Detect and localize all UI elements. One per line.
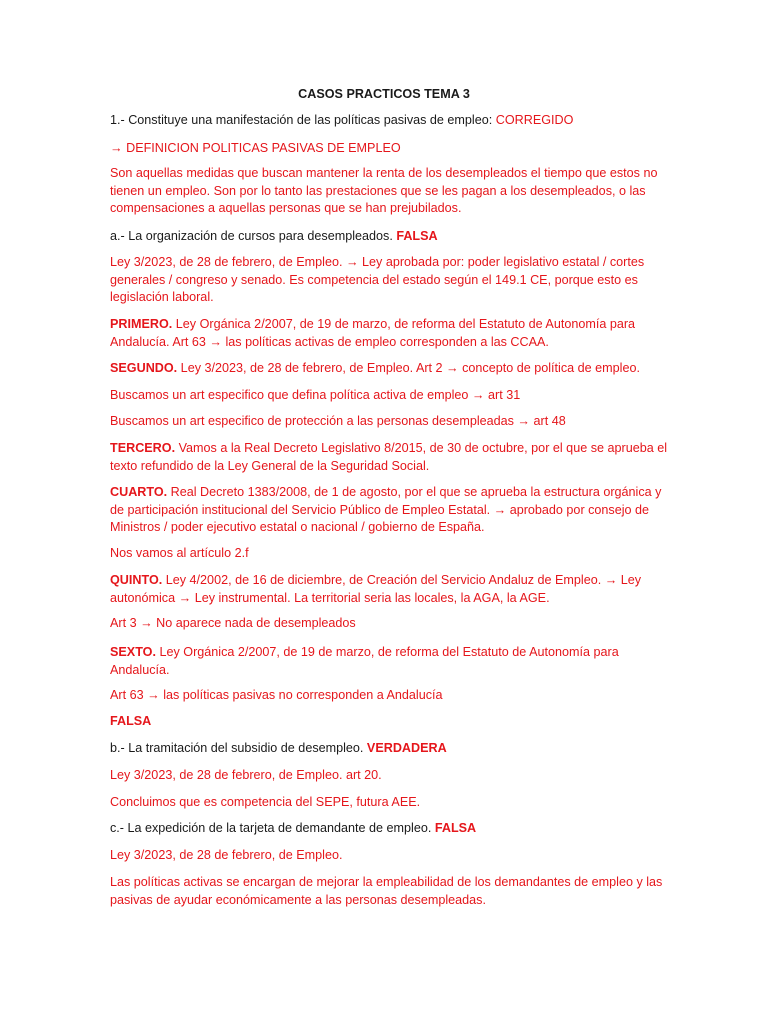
question-1	[110, 112, 670, 130]
primero-text: Ley Orgánica 2/2007, de 19 de marzo, de reforma del Estatuto de Autonomía para Andalucía. Art 63 → las políticas activas de empleo corresponden a las CCAA.	[110, 317, 636, 349]
option-a-result: FALSA	[110, 714, 152, 728]
quinto-text: Ley 4/2002, de 16 de diciembre, de Creación del Servicio Andaluz de Empleo. → Ley autonómica → Ley instrumental. La territorial seria las locales, la AGA, la AGE.	[110, 573, 642, 605]
art-63-note: Art 63 → las políticas pasivas no corresponden a Andalucía	[110, 688, 443, 702]
definition-heading: → DEFINICION POLITICAS PASIVAS DE EMPLEO	[110, 141, 401, 155]
option-b-text: b.- La tramitación del subsidio de desempleo.	[110, 741, 367, 755]
option-b-conclusion: Concluimos que es competencia del SEPE, futura AEE.	[110, 795, 421, 809]
option-a	[110, 228, 670, 246]
tercero-text: Vamos a la Real Decreto Legislativo 8/2015, de 30 de octubre, por el que se aprueba el texto refundido de la Ley General de la Seguridad Social.	[110, 441, 668, 473]
option-b-tag: VERDADERA	[366, 741, 447, 755]
page-title: CASOS PRACTICOS TEMA 3	[298, 87, 470, 101]
tercero-label: TERCERO.	[110, 441, 176, 455]
cuarto-text: Real Decreto 1383/2008, de 1 de agosto, por el que se aprueba la estructura orgánica y de participación institucional del Servicio Público de Empleo Estatal. → aprobado por consejo de Ministros / poder ejecutivo estatal o nacional / gobierno de España.	[110, 485, 662, 535]
cuarto-paragraph	[110, 484, 670, 537]
question-1-tag: CORREGIDO	[495, 113, 574, 127]
sexto-label: SEXTO.	[110, 645, 156, 659]
search-article-active: Buscamos un art especifico que defina política activa de empleo → art 31	[110, 388, 521, 402]
option-b	[110, 740, 670, 758]
segundo-label: SEGUNDO.	[110, 361, 178, 375]
option-c	[110, 820, 670, 838]
sexto-paragraph	[110, 644, 670, 679]
option-c-law: Ley 3/2023, de 28 de febrero, de Empleo.	[110, 848, 343, 862]
search-article-protection: Buscamos un art especifico de protección a las personas desempleadas → art 48	[110, 414, 566, 428]
option-a-tag: FALSA	[396, 229, 438, 243]
segundo-text: Ley 3/2023, de 28 de febrero, de Empleo. Art 2 → concepto de política de empleo.	[177, 361, 640, 375]
question-1-text: 1.- Constituye una manifestación de las políticas pasivas de empleo:	[110, 113, 496, 127]
option-a-text: a.- La organización de cursos para desempleados.	[110, 229, 397, 243]
sexto-text: Ley Orgánica 2/2007, de 19 de marzo, de reforma del Estatuto de Autonomía para Andalucía.	[110, 645, 619, 677]
primero-paragraph	[110, 316, 670, 351]
segundo-paragraph	[110, 360, 670, 378]
art-3-note: Art 3 → No aparece nada de desempleados	[110, 616, 356, 630]
article-2f: Nos vamos al artículo 2.f	[110, 546, 249, 560]
option-c-body: Las políticas activas se encargan de mejorar la empleabilidad de los demandantes de empleo y las pasivas de ayudar económicamente a las personas desempleadas.	[110, 875, 663, 907]
primero-label: PRIMERO.	[110, 317, 173, 331]
definition-body: Son aquellas medidas que buscan mantener la renta de los desempleados el tiempo que estos no tienen un empleo. Son por lo tanto las prestaciones que se les pagan a los desempleados, o las compensaciones a aquellas personas que se han prejubilados.	[110, 166, 658, 216]
option-b-law: Ley 3/2023, de 28 de febrero, de Empleo. art 20.	[110, 768, 382, 782]
cuarto-label: CUARTO.	[110, 485, 168, 499]
quinto-label: QUINTO.	[110, 573, 163, 587]
option-c-tag: FALSA	[434, 821, 477, 835]
tercero-paragraph	[110, 440, 670, 475]
option-c-text: c.- La expedición de la tarjeta de demandante de empleo.	[110, 821, 435, 835]
quinto-paragraph	[110, 572, 670, 607]
option-a-law: Ley 3/2023, de 28 de febrero, de Empleo. → Ley aprobada por: poder legislativo estatal / cortes generales / congreso y senado. Es competencia del estado según el 149.1 CE, porque esto es legislación laboral.	[110, 255, 645, 305]
